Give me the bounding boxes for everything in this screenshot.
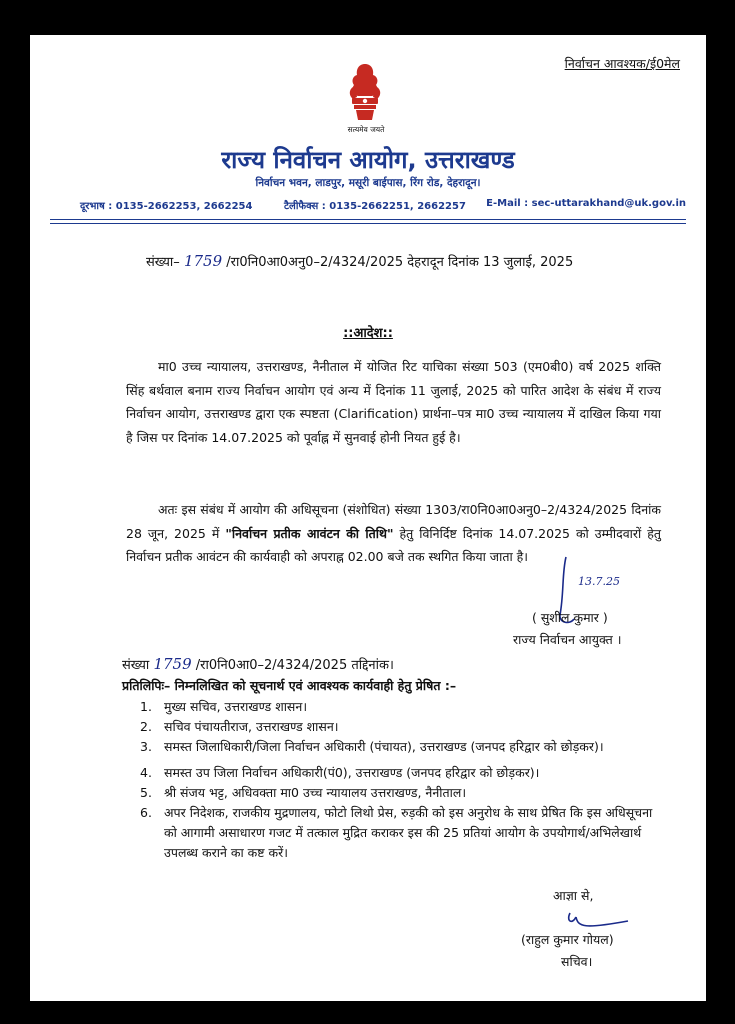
organization-name: राज्य निर्वाचन आयोग, उत्तराखण्ड [221, 146, 515, 174]
header-divider-thin [50, 223, 686, 224]
signatory-1-designation: राज्य निर्वाचन आयुक्त । [513, 632, 622, 647]
priority-tag: निर्वाचन आवश्यक/ई0मेल [564, 56, 680, 71]
list-item: 6. अपर निदेशक, राजकीय मुद्रणालय, फोटो लिथो प्रेस, रुड़की को इस अनुरोध के साथ प्रेषित कि इस अधिसूचना को आगामी असाधारण गजट में तत्काल मुद्रित कराकर इस की 25 प्रतियां आयोग के उपयोगार्थ/अभिलेखार्थ उपलब्ध कराने का कष्ट करें। [140, 805, 653, 860]
order-paragraph-2-bold: "निर्वाचन प्रतीक आवंटन की तिथि" [225, 525, 394, 541]
copy-to-heading: प्रतिलिपिः– निम्नलिखित को सूचनार्थ एवं आवश्यक कार्यवाही हेतु प्रेषित :– [122, 678, 457, 693]
phone-text: दूरभाष : 0135-2662253, 2662254 [80, 201, 253, 212]
reference-2-suffix: /रा0नि0आ0–2/4324/2025 तद्दिनांक। [195, 658, 394, 673]
order-paragraph-1: मा0 उच्च न्यायालय, उत्तराखण्ड, नैनीताल में योजित रिट याचिका संख्या 503 (एम0बी0) वर्ष 2025 शक्ति सिंह बर्थवाल बनाम राज्य निर्वाचन आयोग एवं अन्य में दिनांक 11 जुलाई, 2025 को पारित आदेश के संबंध में राज्य निर्वाचन आयोग, उत्तराखण्ड द्वारा एक स्पष्टता (Clarification) प्रार्थना–पत्र मा0 उच्च न्यायालय में दाखिल किया गया है जिस पर दिनांक 14.07.2025 को पूर्वाह्न में सुनवाई होनी नियत हुई है। [126, 359, 661, 445]
signatory-2-designation: सचिव। [561, 954, 593, 969]
list-item: 5. श्री संजय भट्ट, अधिवक्ता मा0 उच्च न्यायालय उत्तराखण्ड, नैनीताल। [140, 785, 467, 800]
list-item: 1. मुख्य सचिव, उत्तराखण्ड शासन। [140, 699, 308, 714]
copy-to-list [140, 697, 665, 863]
emblem-motto: सत्यमेव जयते [347, 125, 385, 134]
reference-line [146, 252, 573, 270]
reference-suffix: /रा0नि0आ0अनु0–2/4324/2025 देहरादून दिनांक 13 जुलाई, 2025 [226, 255, 574, 270]
signature-1-initials: 13.7.25 [578, 575, 620, 588]
reference-2-handwritten-number: 1759 [153, 655, 192, 673]
list-item: 4. समस्त उप जिला निर्वाचन अधिकारी(पं0), उत्तराखण्ड (जनपद हरिद्वार को छोड़कर)। [140, 765, 540, 780]
reference-handwritten-number: 1759 [183, 252, 223, 270]
signatory-2-name: (राहुल कुमार गोयल) [521, 932, 614, 947]
reference-line-2 [122, 655, 394, 673]
organization-address: निर्वाचन भवन, लाडपुर, मसूरी बाईपास, रिंग रोड, देहरादून। [255, 177, 481, 189]
national-emblem-icon [343, 62, 387, 132]
order-heading: ::आदेश:: [343, 326, 393, 341]
order-paragraph-2-start: अतः इस संबंध में आयोग की अधिसूचना (संशोधित) संख्या 1303/रा0नि0आ0अनु0–2/4324/2025 दिनांक 28 जून, 2025 में [126, 502, 661, 541]
reference-2-prefix: संख्या [122, 658, 150, 673]
reference-prefix: संख्या– [146, 255, 180, 270]
header-divider [50, 219, 686, 220]
by-order-text: आज्ञा से, [553, 888, 594, 903]
order-paragraph-2-end: हेतु विनिर्दिष्ट दिनांक 14.07.2025 को उम्मीदवारों हेतु निर्वाचन प्रतीक आवंटन की कार्यवाही को अपराह्न 02.00 बजे तक स्थगित किया जाता है। [126, 525, 661, 564]
email-text: E-Mail : sec-uttarakhand@uk.gov.in [486, 198, 686, 209]
document-page [30, 35, 706, 1001]
signatory-1-name: ( सुशील कुमार ) [532, 610, 608, 625]
list-item: 3. समस्त जिलाधिकारी/जिला निर्वाचन अधिकारी (पंचायत), उत्तराखण्ड (जनपद हरिद्वार को छोड़कर)। [140, 739, 604, 754]
fax-text: टैलीफैक्स : 0135-2662251, 2662257 [284, 201, 466, 212]
list-item: 2. सचिव पंचायतीराज, उत्तराखण्ड शासन। [140, 719, 339, 734]
